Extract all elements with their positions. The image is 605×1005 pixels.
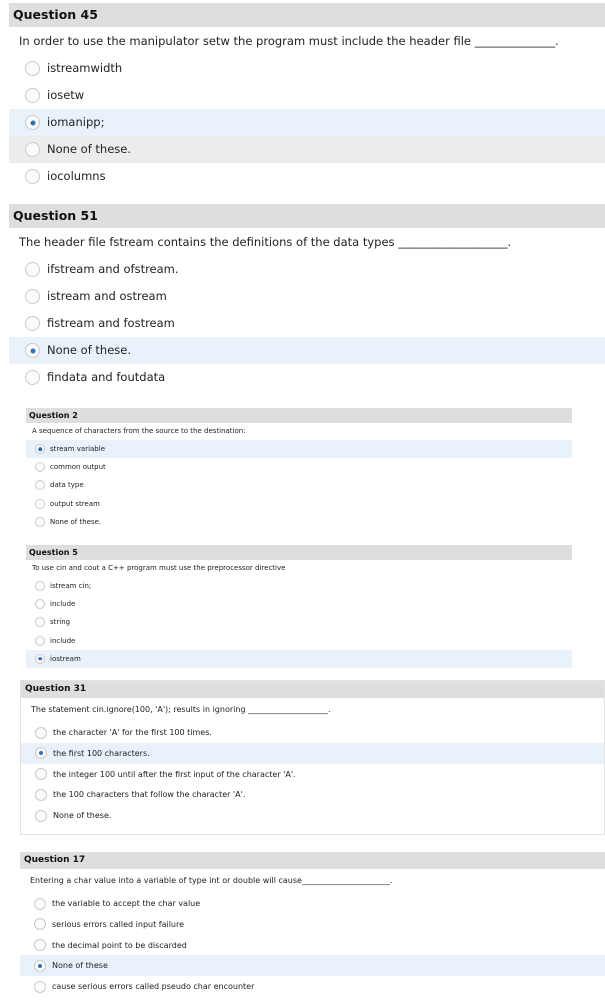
question-title: Question 45 bbox=[9, 3, 605, 27]
question-2 bbox=[26, 408, 572, 531]
option-label: None of these. bbox=[47, 142, 131, 156]
option-label: the variable to accept the char value bbox=[52, 899, 201, 908]
option-label: ifstream and ofstream. bbox=[47, 262, 179, 276]
option-label: the character 'A' for the first 100 times. bbox=[53, 728, 212, 737]
radio-button-selected[interactable] bbox=[25, 343, 40, 358]
option-label: None of these. bbox=[50, 517, 102, 526]
option-label: istreamwidth bbox=[47, 61, 123, 75]
answer-option[interactable] bbox=[21, 805, 604, 826]
radio-button[interactable] bbox=[35, 499, 45, 509]
answer-option-selected[interactable] bbox=[21, 743, 604, 764]
radio-button[interactable] bbox=[25, 169, 40, 184]
radio-button-selected[interactable] bbox=[35, 654, 45, 664]
question-text: A sequence of characters from the source to the destination: bbox=[32, 427, 246, 435]
option-label: the first 100 characters. bbox=[53, 748, 150, 758]
radio-button[interactable] bbox=[35, 599, 45, 609]
answer-option-selected[interactable] bbox=[20, 955, 605, 976]
option-label: include bbox=[50, 636, 76, 645]
question-title: Question 5 bbox=[26, 545, 572, 560]
option-label: stream variable bbox=[50, 445, 105, 453]
option-label: string bbox=[50, 618, 71, 627]
question-45 bbox=[9, 3, 605, 190]
radio-button-selected[interactable] bbox=[34, 960, 46, 972]
option-label: iostream bbox=[50, 654, 81, 663]
answer-option[interactable] bbox=[26, 513, 572, 531]
question-text: The statement cin.ignore(100, 'A'); results in ignoring ____________________. bbox=[31, 705, 331, 714]
answer-option[interactable] bbox=[9, 163, 605, 190]
radio-button[interactable] bbox=[35, 517, 45, 527]
answer-option[interactable] bbox=[26, 595, 572, 613]
option-label: the integer 100 until after the first input of the character 'A'. bbox=[53, 769, 296, 779]
radio-button[interactable] bbox=[35, 810, 47, 822]
answer-option[interactable] bbox=[20, 976, 605, 997]
radio-button[interactable] bbox=[25, 316, 40, 331]
question-title: Question 2 bbox=[26, 408, 572, 423]
option-label: fistream and fostream bbox=[47, 316, 175, 330]
radio-button[interactable] bbox=[25, 142, 40, 157]
answer-option[interactable] bbox=[20, 935, 605, 956]
option-label: None of these. bbox=[53, 811, 112, 821]
answer-option[interactable] bbox=[9, 364, 605, 391]
answer-option[interactable] bbox=[26, 577, 572, 595]
radio-button[interactable] bbox=[25, 88, 40, 103]
option-label: the 100 characters that follow the character 'A'. bbox=[53, 790, 246, 800]
answer-option[interactable] bbox=[26, 458, 572, 476]
option-label: output stream bbox=[50, 499, 100, 508]
option-label: iosetw bbox=[47, 88, 85, 102]
option-label: iomanipp; bbox=[47, 115, 105, 129]
answer-option[interactable] bbox=[9, 55, 605, 82]
radio-button[interactable] bbox=[25, 262, 40, 277]
question-text: The header file fstream contains the definitions of the data types ___________________. bbox=[19, 235, 512, 249]
answer-option[interactable] bbox=[21, 784, 604, 805]
answer-option[interactable] bbox=[9, 310, 605, 337]
option-label: common output bbox=[50, 463, 106, 472]
question-text: To use cin and cout a C++ program must use the preprocessor directive bbox=[32, 564, 286, 572]
question-5 bbox=[26, 545, 572, 668]
question-text: In order to use the manipulator setw the program must include the header file ______________. bbox=[19, 34, 559, 48]
answer-option[interactable] bbox=[21, 722, 604, 743]
answer-option[interactable] bbox=[21, 764, 604, 785]
radio-button[interactable] bbox=[35, 727, 47, 739]
option-label: istream and ostream bbox=[47, 289, 167, 303]
radio-button[interactable] bbox=[35, 581, 45, 591]
radio-button[interactable] bbox=[35, 462, 45, 472]
question-17 bbox=[20, 852, 605, 997]
radio-button[interactable] bbox=[25, 61, 40, 76]
answer-option[interactable] bbox=[9, 136, 605, 163]
option-label: istream cin; bbox=[50, 582, 92, 590]
radio-button-selected[interactable] bbox=[35, 444, 45, 454]
radio-button[interactable] bbox=[35, 636, 45, 646]
question-title: Question 31 bbox=[21, 681, 604, 698]
answer-option-selected[interactable] bbox=[26, 440, 572, 458]
answer-option[interactable] bbox=[20, 914, 605, 935]
option-label: cause serious errors called pseudo char encounter bbox=[52, 982, 255, 992]
radio-button[interactable] bbox=[35, 768, 47, 780]
radio-button[interactable] bbox=[35, 617, 45, 627]
option-label: iocolumns bbox=[47, 169, 106, 183]
option-label: None of these bbox=[52, 961, 108, 971]
radio-button[interactable] bbox=[25, 289, 40, 304]
radio-button[interactable] bbox=[35, 480, 45, 490]
option-label: findata and foutdata bbox=[47, 370, 166, 384]
option-label: the decimal point to be discarded bbox=[52, 940, 187, 950]
radio-button[interactable] bbox=[34, 898, 46, 910]
answer-option-selected[interactable] bbox=[26, 650, 572, 668]
option-label: include bbox=[50, 600, 76, 609]
radio-button-selected[interactable] bbox=[35, 747, 47, 759]
answer-option-selected[interactable] bbox=[9, 337, 605, 364]
answer-option[interactable] bbox=[20, 893, 605, 914]
answer-option-selected[interactable] bbox=[9, 109, 605, 136]
question-title: Question 51 bbox=[9, 204, 605, 228]
option-label: serious errors called input failure bbox=[52, 919, 185, 929]
answer-option[interactable] bbox=[9, 283, 605, 310]
answer-option[interactable] bbox=[26, 495, 572, 513]
question-title: Question 17 bbox=[20, 852, 605, 869]
question-text: Entering a char value into a variable of type int or double will cause______________________. bbox=[30, 876, 393, 885]
answer-option[interactable] bbox=[26, 613, 572, 631]
answer-option[interactable] bbox=[9, 82, 605, 109]
radio-button[interactable] bbox=[34, 981, 46, 993]
option-label: data type bbox=[50, 481, 84, 490]
option-label: None of these. bbox=[47, 343, 131, 357]
radio-button[interactable] bbox=[35, 789, 47, 801]
question-31 bbox=[20, 680, 605, 835]
radio-button[interactable] bbox=[34, 918, 46, 930]
radio-button[interactable] bbox=[34, 939, 46, 951]
radio-button[interactable] bbox=[25, 370, 40, 385]
answer-option[interactable] bbox=[26, 476, 572, 494]
question-51 bbox=[9, 204, 605, 391]
answer-option[interactable] bbox=[9, 256, 605, 283]
radio-button-selected[interactable] bbox=[25, 115, 40, 130]
answer-option[interactable] bbox=[26, 632, 572, 650]
